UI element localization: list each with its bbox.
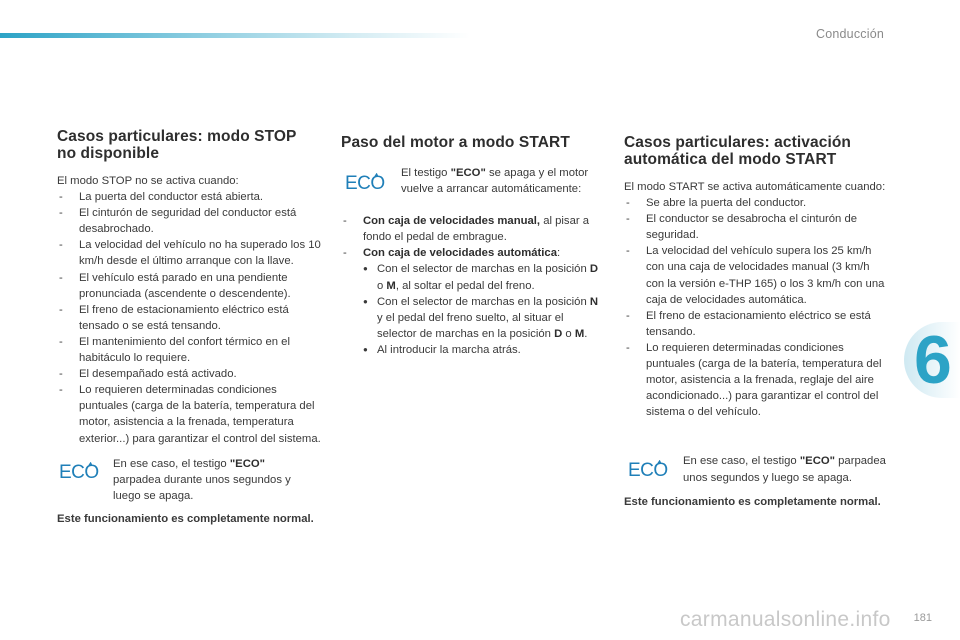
gear-d: D (589, 263, 599, 276)
column-stop-unavailable (57, 128, 325, 527)
list-item: - Lo requieren determinadas condiciones puntuales (carga de la batería, temperatura del motor, asistencia a la frenada, reglaje del aire acondicionado...) para garantizar el control del sistema o del vehículo. (624, 340, 890, 420)
intro-text: El modo START se activa automáticamente cuando: (624, 181, 886, 193)
list-item: - La puerta del conductor está abierta. (57, 189, 325, 205)
list-item: - El freno de estacionamiento eléctrico se está tensando. (624, 308, 890, 340)
eco-note-text (113, 456, 313, 504)
eco-text-before: El testigo (401, 167, 451, 179)
svg-text:ECO: ECO (345, 173, 385, 191)
page-number: 181 (913, 612, 932, 624)
gearbox-list (341, 213, 606, 358)
eco-warning-lamp-icon (628, 460, 672, 478)
heading-stop-unavailable (57, 128, 325, 162)
bullet-text: , al soltar el pedal del freno. (395, 279, 535, 292)
heading-line-2: automática del modo START (624, 151, 837, 168)
eco-text-after: se apaga y el motor vuelve a arrancar automáticamente: (401, 167, 589, 196)
header-accent-bar (0, 33, 470, 38)
chapter-number: 6 (914, 322, 952, 398)
bullet-text: o (562, 327, 575, 340)
eco-warning-lamp-icon (345, 173, 389, 191)
normal-operation-note: Este funcionamiento es completamente normal. (624, 495, 881, 508)
gear-m: M (574, 327, 585, 340)
colon: : (557, 247, 561, 260)
start-conditions (341, 213, 606, 358)
bullet-text: y el pedal del freno suelto, al situar el selector de marchas en la posición (377, 311, 564, 340)
list-item-automatic (341, 245, 606, 358)
normal-operation-note: Este funcionamiento es completamente normal. (57, 512, 314, 525)
eco-note-text (683, 453, 890, 485)
bullet-item (363, 294, 606, 342)
chapter-tab (904, 322, 960, 398)
list-item: - Lo requieren determinadas condiciones puntuales (carga de la batería, temperatura del motor, asistencia a la frenada, temperatura exterior...) para garantizar el control del sistema. (57, 382, 325, 446)
automatic-gearbox-label: Con caja de velocidades automática (363, 247, 557, 260)
watermark: carmanualsonline.info (680, 608, 891, 631)
eco-note (624, 453, 890, 485)
heading-line-2: no disponible (57, 145, 160, 162)
condition-list (624, 195, 890, 420)
heading-line-1: Casos particulares: modo STOP (57, 128, 297, 145)
automatic-bullets (363, 261, 606, 358)
intro-text: El modo STOP no se activa cuando: (57, 175, 239, 187)
list-item: - La velocidad del vehículo no ha superado los 10 km/h desde el último arranque con la llave. (57, 237, 325, 269)
eco-label: "ECO" (450, 167, 486, 179)
column-start-mode (341, 128, 606, 358)
eco-label: "ECO" (229, 457, 266, 470)
svg-text:ECO: ECO (59, 461, 99, 480)
condition-list (57, 189, 325, 447)
gear-m: M (386, 279, 396, 292)
svg-text:ECO: ECO (628, 460, 668, 479)
list-item: - El mantenimiento del confort térmico en el habitáculo lo requiere. (57, 334, 325, 366)
bullet-item: ● Al introducir la marcha atrás. (363, 342, 606, 358)
manual-gearbox-label: Con caja de velocidades manual, (363, 215, 541, 228)
eco-text-after: parpadea durante unos segundos y luego se apaga. (113, 473, 291, 502)
list-item: - El vehículo está parado en una pendiente pronunciada (ascendente o descendente). (57, 270, 325, 302)
eco-text-before: En ese caso, el testigo (113, 457, 230, 470)
eco-text-before: En ese caso, el testigo (683, 455, 800, 468)
eco-warning-lamp-icon (59, 462, 103, 480)
list-item: - Se abre la puerta del conductor. (624, 195, 890, 211)
list-item: - La velocidad del vehículo supera los 25 km/h con una caja de velocidades manual (3 km/h con la versión e-THP 165) o los 3 km/h con una caja de velocidades automática. (624, 243, 890, 307)
bullet-text: Con el selector de marchas en la posición (377, 263, 590, 276)
list-item: - El desempañado está activado. (57, 366, 325, 382)
section-title: Conducción (815, 27, 884, 41)
list-item: - El conductor se desabrocha el cinturón de seguridad. (624, 211, 890, 243)
list-item: - El freno de estacionamiento eléctrico está tensado o se está tensando. (57, 302, 325, 334)
gear-d: D (554, 327, 563, 340)
eco-note-text (401, 165, 606, 197)
eco-text-after: parpadea unos segundos y luego se apaga. (683, 455, 886, 484)
list-item-manual (341, 213, 606, 245)
heading-start-automatic (624, 134, 890, 168)
eco-label: "ECO" (799, 455, 836, 468)
bullet-text: Con el selector de marchas en la posición (377, 295, 590, 308)
bullet-item (363, 261, 606, 293)
heading-line-1: Casos particulares: activación (624, 134, 851, 151)
manual-gearbox-text: al pisar a fondo el pedal de embrague. (363, 215, 590, 244)
heading-start-mode: Paso del motor a modo START (341, 134, 570, 151)
list-item: - El cinturón de seguridad del conductor está desabrochado. (57, 205, 325, 237)
eco-note (341, 165, 606, 197)
column-start-automatic (624, 128, 890, 510)
bullet-text: o (377, 279, 387, 292)
eco-note (57, 456, 325, 504)
bullet-text: . (584, 327, 588, 340)
gear-n: N (589, 295, 599, 308)
